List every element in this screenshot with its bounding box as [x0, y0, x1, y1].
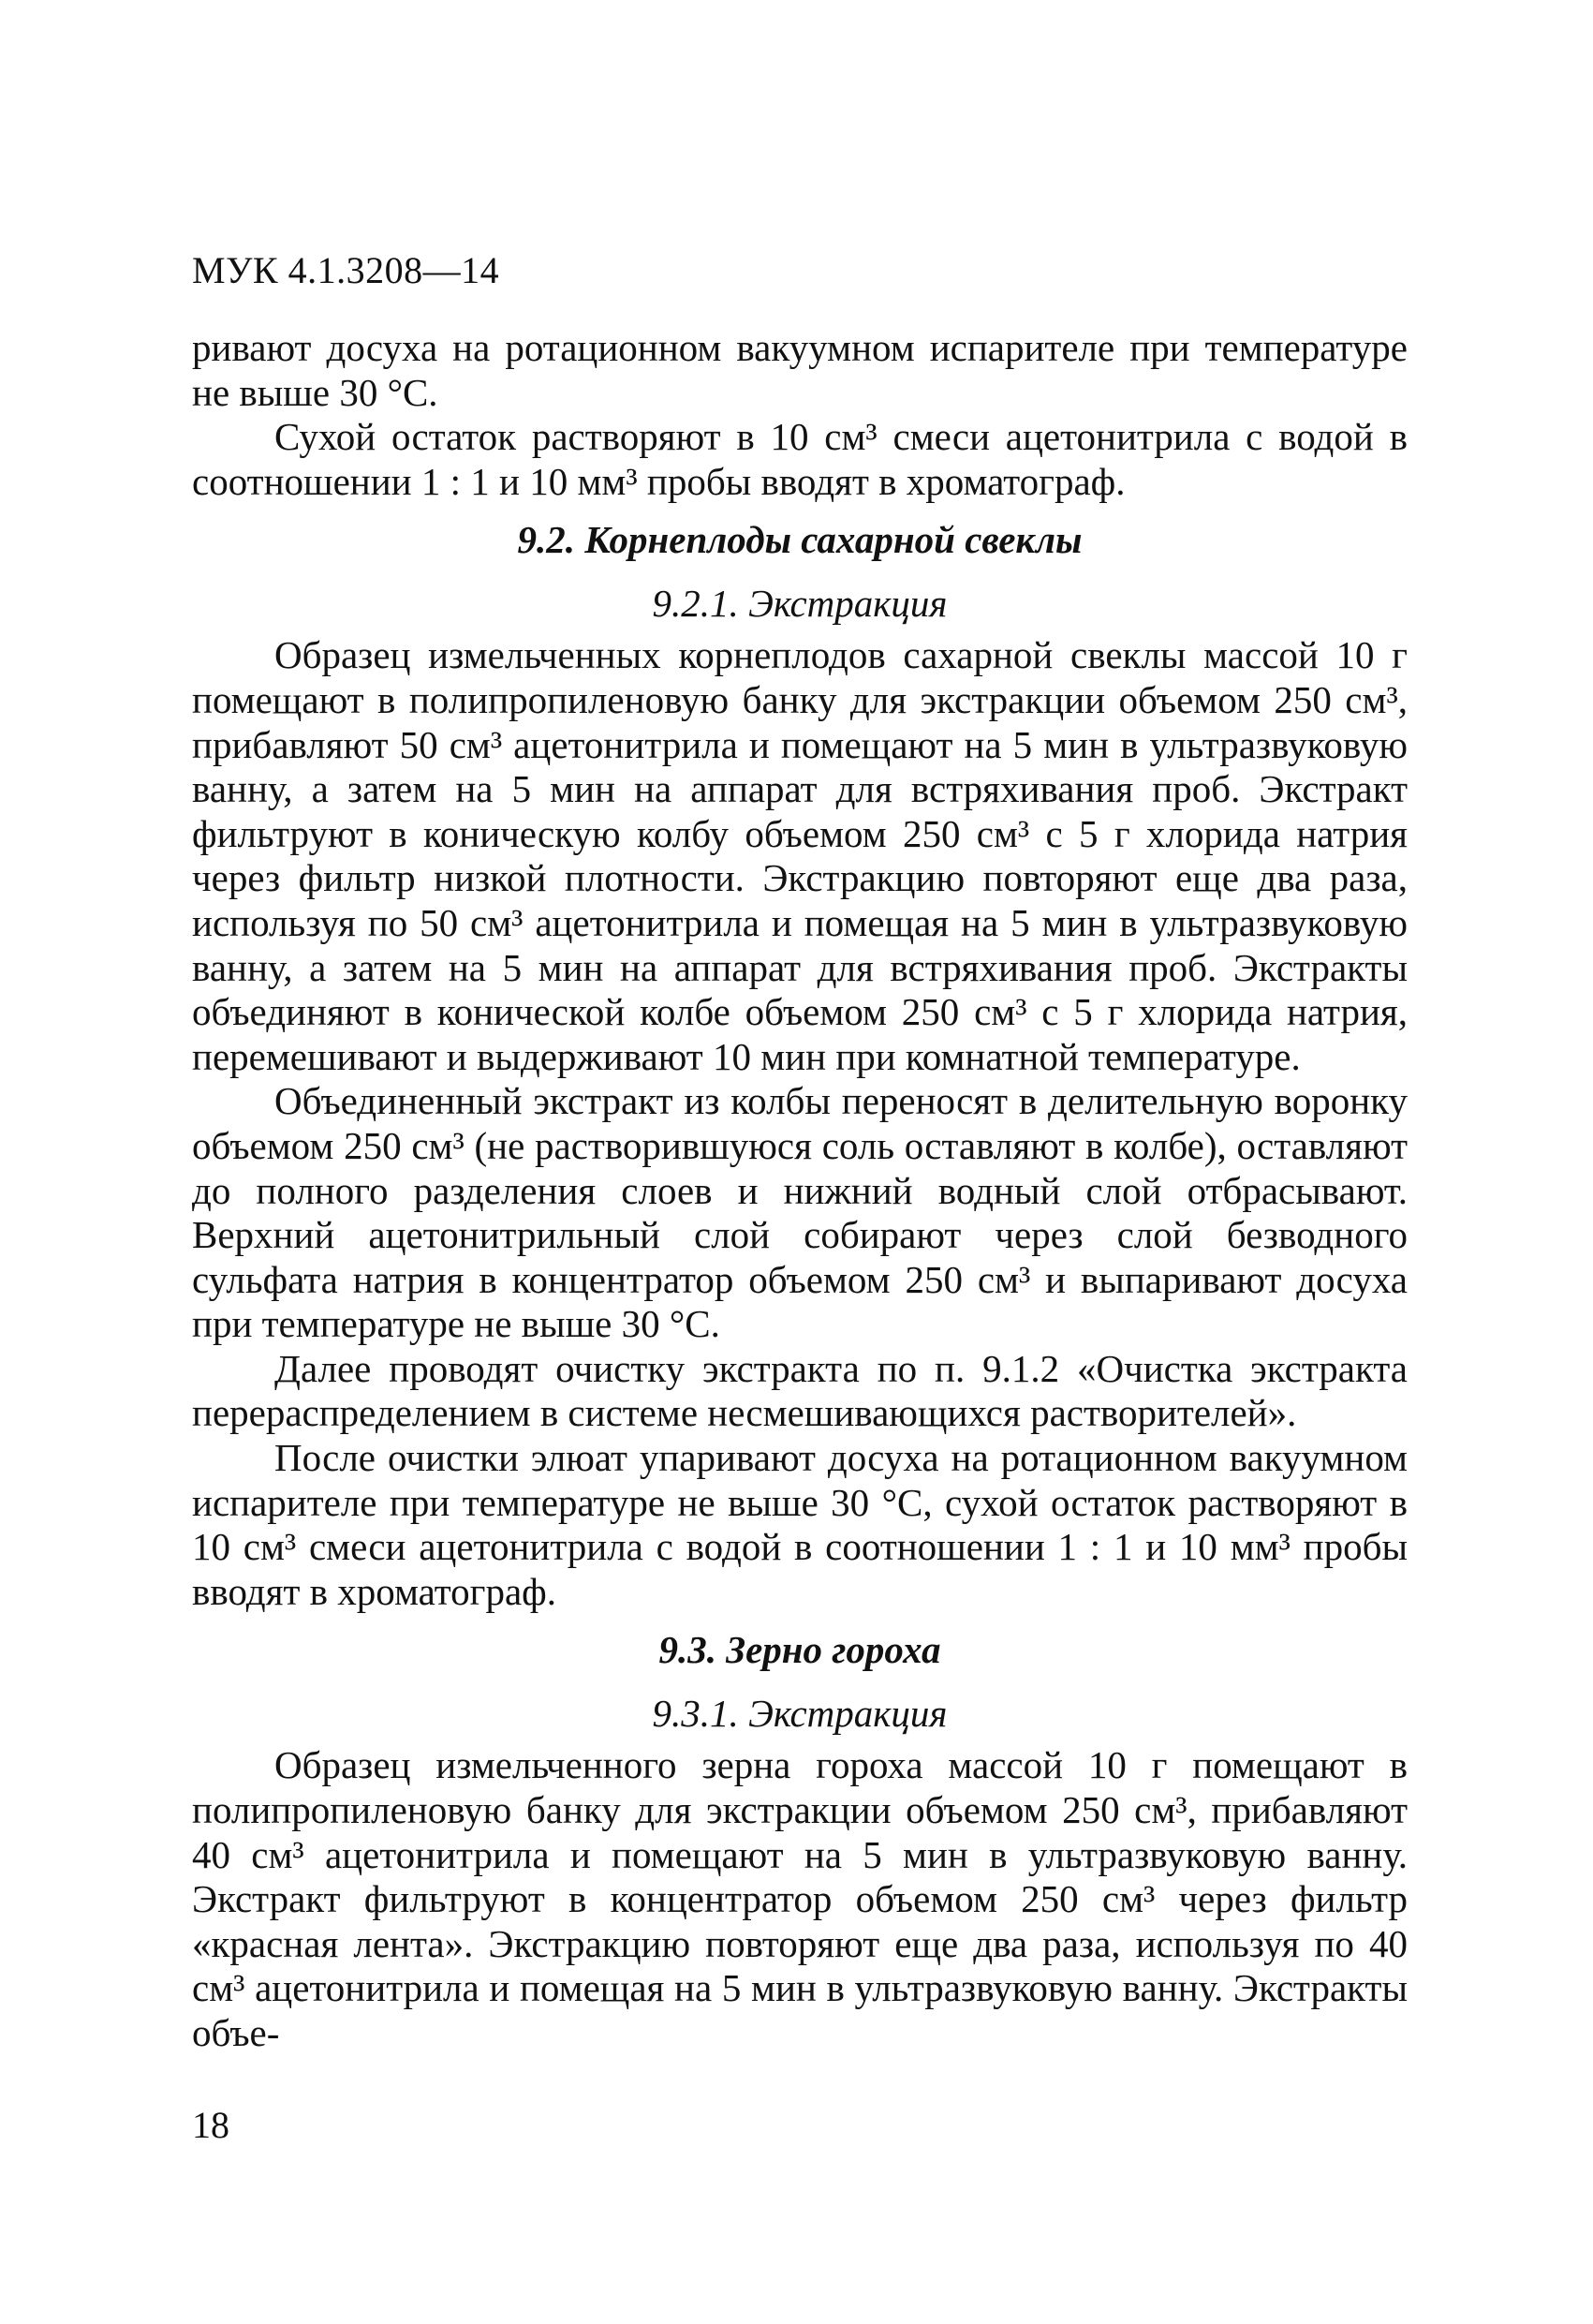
subsection-heading: 9.3.1. Экстракция — [652, 1692, 948, 1736]
paragraph: После очистки элюат упаривают досуха на ротационном вакуумном испарителе при температуре не выше 30 °С, сухой остаток растворяют в 10 см³ смеси ацетонитрила с водой в соотношении 1 : 1 и 10 мм³ пробы вводят в хроматограф. — [192, 1436, 1408, 1613]
page-body — [192, 326, 1408, 2056]
paragraph: ривают досуха на ротационном вакуумном испарителе при температуре не выше 30 °С. — [192, 326, 1408, 414]
paragraph: Объединенный экстракт из колбы переносят в делительную воронку объемом 250 см³ (не растворившуюся соль оставляют в колбе), оставляют до полного разделения слоев и нижний водный слой отбрасывают. Верхний ацетонитрильный слой собирают через слой безводного сульфата натрия в концентратор объемом 250 см³ и выпаривают досуха при температуре не выше 30 °С. — [192, 1079, 1408, 1346]
page-number: 18 — [192, 2104, 229, 2146]
paragraph: Образец измельченных корнеплодов сахарной свеклы массой 10 г помещают в полипропиленовую банку для экстракции объемом 250 см³, прибавляют 50 см³ ацетонитрила и помещают на 5 мин в ультразвуковую ванну, а затем на 5 мин на аппарат для встряхивания проб. Экстракт фильтруют в коническую колбу объемом 250 см³ с 5 г хлорида натрия через фильтр низкой плотности. Экстракцию повторяют еще два раза, используя по 50 см³ ацетонитрила и помещая на 5 мин в ультразвуковую ванну, а затем на 5 мин на аппарат для встряхивания проб. Экстракты объединяют в конической колбе объемом 250 см³ с 5 г хлорида натрия, перемешивают и выдерживают 10 мин при комнатной температуре. — [192, 633, 1408, 1078]
running-header: МУК 4.1.3208—14 — [192, 249, 500, 291]
paragraph: Далее проводят очистку экстракта по п. 9.1.2 «Очистка экстракта перераспределением в системе несмешивающихся растворителей». — [192, 1346, 1408, 1435]
paragraph: Образец измельченного зерна гороха массой 10 г помещают в полипропиленовую банку для экстракции объемом 250 см³, прибавляют 40 см³ ацетонитрила и помещают на 5 мин в ультразвуковую ванну. Экстракт фильтруют в концентратор объемом 250 см³ через фильтр «красная лента». Экстракцию повторяют еще два раза, используя по 40 см³ ацетонитрила и помещая на 5 мин в ультразвуковую ванну. Экстракты объе- — [192, 1743, 1408, 2054]
section-heading: 9.3. Зерно гороха — [658, 1628, 941, 1672]
section-heading: 9.2. Корнеплоды сахарной свеклы — [517, 518, 1083, 562]
paragraph: Сухой остаток растворяют в 10 см³ смеси ацетонитрила с водой в соотношении 1 : 1 и 10 мм³ пробы вводят в хроматограф. — [192, 415, 1408, 503]
subsection-heading: 9.2.1. Экстракция — [652, 582, 948, 626]
